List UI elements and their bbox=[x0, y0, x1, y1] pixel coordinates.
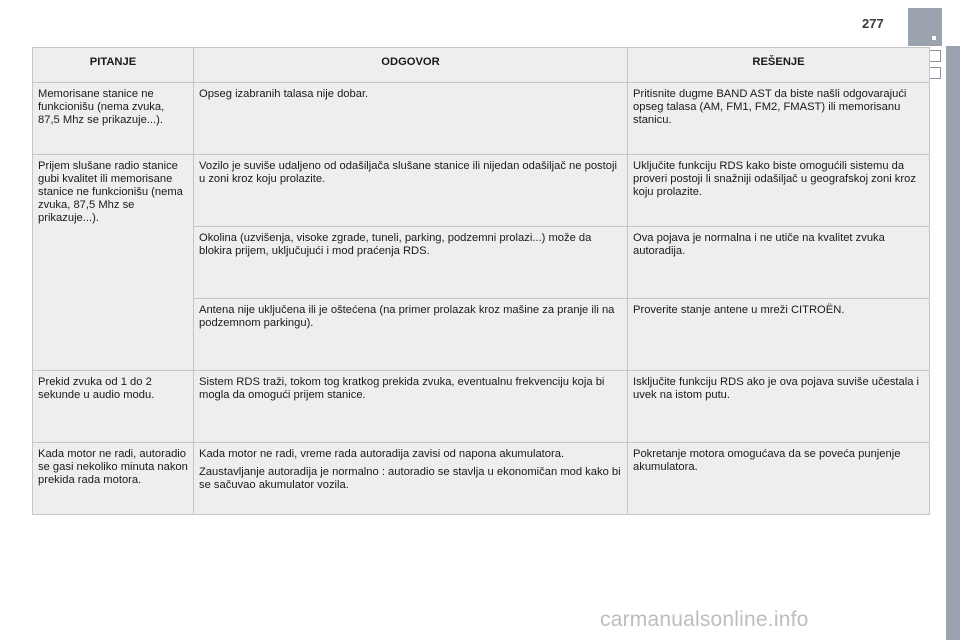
answer-cell bbox=[194, 227, 628, 299]
answer-cell bbox=[194, 443, 628, 515]
answer-text: Okolina (uzvišenja, visoke zgrade, tuneli, parking, podzemni prolazi...) može da blokira prijem, uključujući i mod praćenja RDS. bbox=[199, 232, 592, 257]
page-number: 277 bbox=[862, 16, 884, 31]
question-cell: Prijem slušane radio stanice gubi kvalitet ili memorisane stanice ne funkcionišu (nema zvuka, 87,5 Mhz se prikazuje...). bbox=[33, 155, 194, 371]
table-row bbox=[33, 443, 930, 515]
solution-cell: Isključite funkciju RDS ako je ova pojava suviše učestala i uvek na istom putu. bbox=[628, 371, 930, 443]
answer-text: Antena nije uključena ili je oštećena (na primer prolazak kroz mašine za pranje ili na podzemnom parkingu). bbox=[199, 304, 615, 329]
question-cell: Prekid zvuka od 1 do 2 sekunde u audio modu. bbox=[33, 371, 194, 443]
question-cell: Memorisane stanice ne funkcionišu (nema zvuka, 87,5 Mhz se prikazuje...). bbox=[33, 83, 194, 155]
side-box-2 bbox=[929, 67, 941, 79]
header-question: PITANJE bbox=[33, 48, 194, 83]
answer-cell bbox=[194, 83, 628, 155]
table-row bbox=[33, 155, 930, 227]
answer-text: Kada motor ne radi, vreme rada autoradija zavisi od napona akumulatora. bbox=[199, 448, 565, 460]
header-row bbox=[33, 48, 930, 83]
troubleshooting-table bbox=[32, 47, 930, 515]
solution-cell: Ova pojava je normalna i ne utiče na kvalitet zvuka autoradija. bbox=[628, 227, 930, 299]
solution-cell: Pokretanje motora omogućava da se poveća punjenje akumulatora. bbox=[628, 443, 930, 515]
solution-cell: Proverite stanje antene u mreži CITROËN. bbox=[628, 299, 930, 371]
answer-text: Vozilo je suviše udaljeno od odašiljača slušane stanice ili nijedan odašiljač ne postoji u zoni kroz koju prolazite. bbox=[199, 160, 617, 185]
side-box-1 bbox=[929, 50, 941, 62]
table-row bbox=[33, 83, 930, 155]
solution-cell: Pritisnite dugme BAND AST da biste našli odgovarajući opseg talasa (AM, FM1, FM2, FMAST) ili memorisanu stanicu. bbox=[628, 83, 930, 155]
header-answer: ODGOVOR bbox=[194, 48, 628, 83]
side-strip bbox=[946, 46, 960, 640]
answer-text: Zaustavljanje autoradija je normalno : autoradio se stavlja u ekonomičan mod kako bi se sačuvao akumulator vozila. bbox=[199, 466, 621, 491]
answer-text: Opseg izabranih talasa nije dobar. bbox=[199, 88, 369, 100]
question-cell: Kada motor ne radi, autoradio se gasi nekoliko minuta nakon prekida rada motora. bbox=[33, 443, 194, 515]
watermark: carmanualsonline.info bbox=[600, 608, 809, 631]
solution-cell: Uključite funkciju RDS kako biste omogućili sistemu da proveri postoji li snažniji odašiljač u geografskoj zoni kroz koju prolazite. bbox=[628, 155, 930, 227]
answer-cell bbox=[194, 299, 628, 371]
chapter-tab bbox=[908, 8, 942, 46]
answer-text: Sistem RDS traži, tokom tog kratkog prekida zvuka, eventualnu frekvenciju koja bi mogla da omogući prijem stanice. bbox=[199, 376, 605, 401]
tab-mark bbox=[932, 36, 936, 40]
answer-cell bbox=[194, 371, 628, 443]
answer-cell bbox=[194, 155, 628, 227]
table-row bbox=[33, 371, 930, 443]
header-solution: REŠENJE bbox=[628, 48, 930, 83]
